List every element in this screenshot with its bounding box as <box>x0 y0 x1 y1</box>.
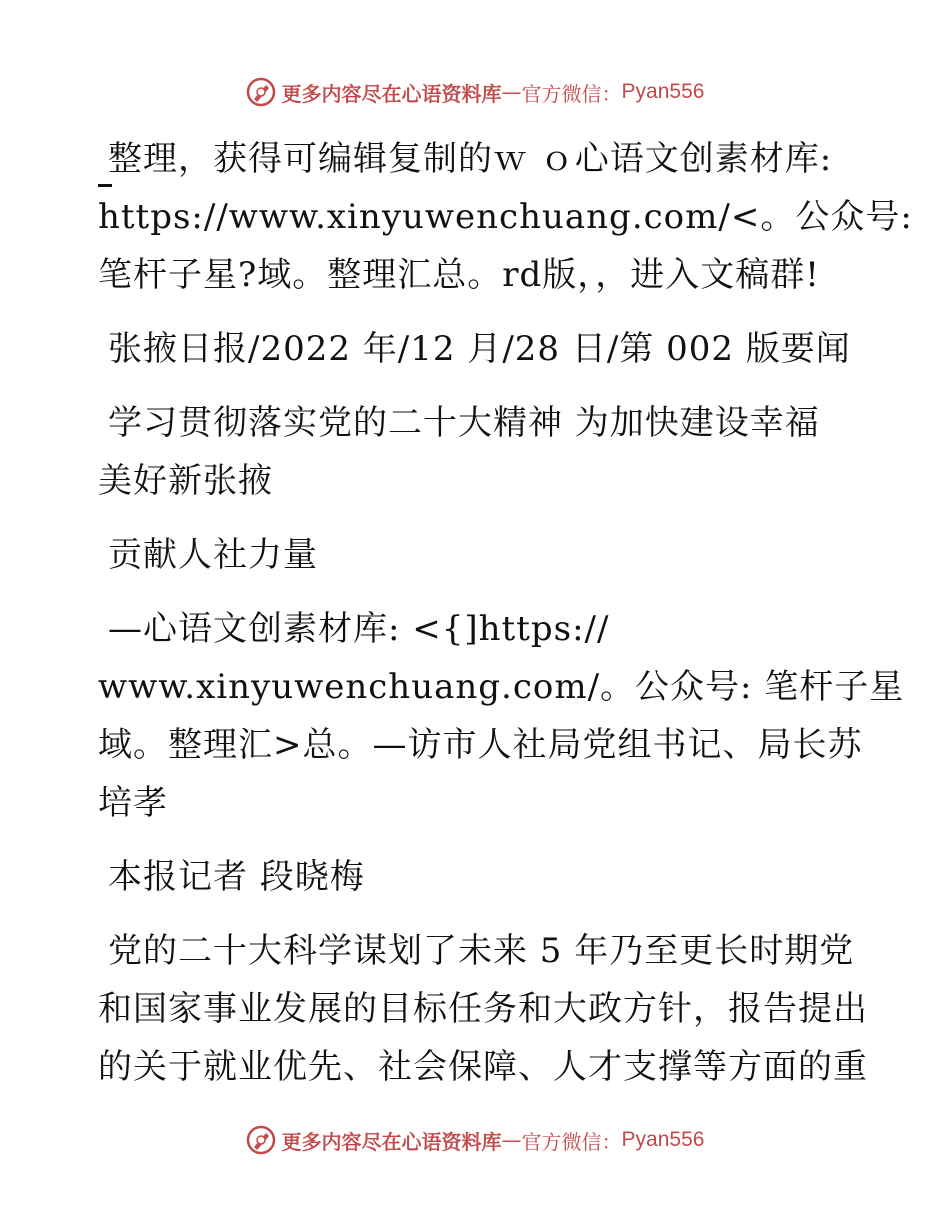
pen-logo-icon <box>246 77 276 107</box>
intro-line-3: 笔杆子星?域。整理汇总。rd版，，进入文稿群! <box>98 255 820 295</box>
dateline: 张掖日报/2022 年/12 月/28 日/第 002 版要闻 <box>108 329 851 369</box>
interview-line-1: —心语文创素材库: <{]https:// <box>108 609 610 649</box>
interview-line-3: 域。整理汇>总。—访市人社局党组书记、局长苏 <box>98 725 863 765</box>
interview-line-2: www.xinyuwenchuang.com/。公众号: 笔杆子星 <box>98 667 905 707</box>
banner-wechat-id: Pyan556 <box>621 80 705 103</box>
banner-title: 更多内容尽在心语资料库 <box>281 1129 502 1154</box>
banner-dash: — <box>501 80 522 104</box>
intro-line-1: 整理，获得可编辑复制的ｗ ｏ心语文创素材库: <box>108 139 833 179</box>
banner-dash: — <box>501 1128 522 1152</box>
banner-wechat-label: 官方微信： <box>521 1129 622 1154</box>
banner-title: 更多内容尽在心语资料库 <box>281 81 502 106</box>
footer-banner <box>0 1120 950 1160</box>
intro-line-2: https://www.xinyuwenchuang.com/<。公众号: <box>98 197 913 237</box>
body-line-2: 和国家事业发展的目标任务和大政方针，报告提出 <box>98 989 868 1029</box>
banner-wechat-id: Pyan556 <box>621 1128 705 1151</box>
pen-logo-icon <box>246 1125 276 1155</box>
body-line-1: 党的二十大科学谋划了未来 5 年乃至更长时期党 <box>108 931 855 971</box>
headline-line-2: 美好新张掖 <box>98 461 273 501</box>
body-line-3: 的关于就业优先、社会保障、人才支撑等方面的重 <box>98 1047 868 1087</box>
document-body <box>98 130 913 1096</box>
byline: 本报记者 段晓梅 <box>108 857 365 897</box>
subhead: 贡献人社力量 <box>108 535 318 575</box>
banner-wechat-label: 官方微信： <box>521 81 622 106</box>
interview-line-4: 培孝 <box>98 783 168 823</box>
header-banner <box>0 72 950 112</box>
headline-line-1: 学习贯彻落实党的二十大精神 为加快建设幸福 <box>108 403 820 443</box>
